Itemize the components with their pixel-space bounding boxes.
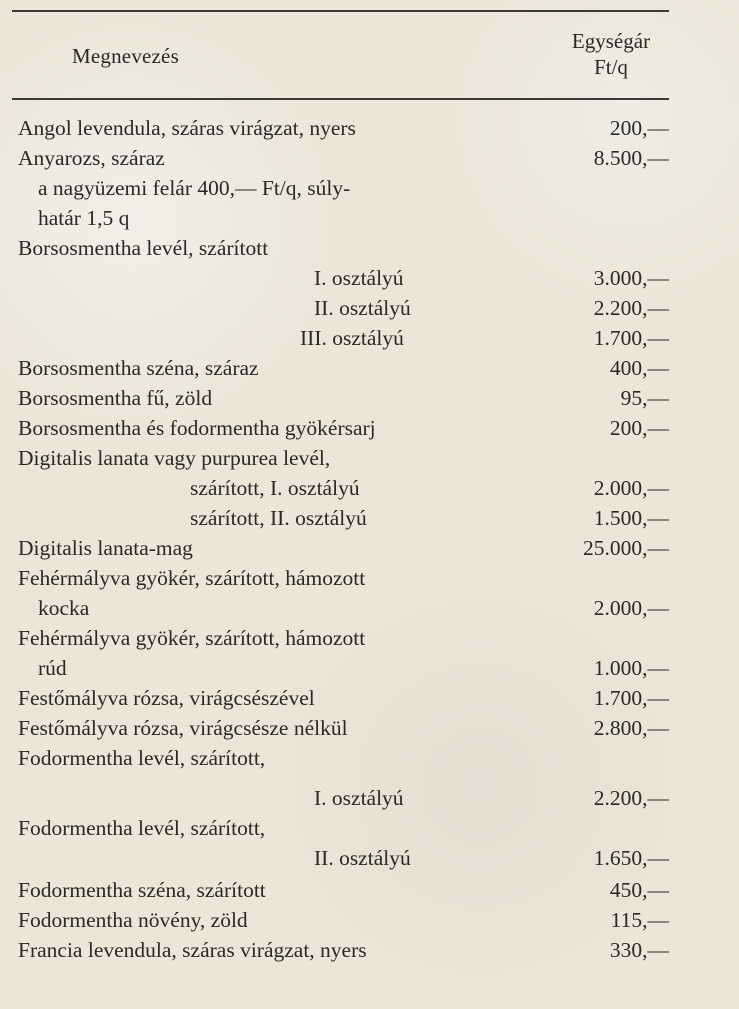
table-row	[0, 878, 739, 908]
table-row	[0, 446, 739, 476]
row-price: 2.200,—	[593, 296, 669, 320]
row-price: 3.000,—	[593, 266, 669, 290]
table-row	[0, 476, 739, 506]
row-text: szárított, I. osztályú	[190, 476, 360, 500]
row-text: Digitalis lanata vagy purpurea levél,	[18, 446, 331, 470]
row-text: szárított, II. osztályú	[190, 506, 367, 530]
row-text: kocka	[38, 596, 90, 620]
row-price: 1.650,—	[593, 846, 669, 870]
header-bottom-rule	[12, 98, 669, 100]
row-text: II. osztályú	[314, 296, 411, 320]
row-price: 25.000,—	[583, 536, 669, 560]
table-row	[0, 786, 739, 816]
row-price: 200,—	[609, 116, 669, 140]
table-row	[0, 266, 739, 296]
row-text: Fodormentha növény, zöld	[18, 908, 248, 932]
row-text: rúd	[38, 656, 67, 680]
row-text: Borsosmentha és fodormentha gyökérsarj	[18, 416, 376, 440]
row-price: 1.700,—	[593, 326, 669, 350]
table-row	[0, 656, 739, 686]
row-price: 95,—	[620, 386, 669, 410]
row-price: 400,—	[609, 356, 669, 380]
table-row	[0, 536, 739, 566]
row-price: 330,—	[609, 938, 669, 962]
row-text: Angol levendula, száras virágzat, nyers	[18, 116, 356, 140]
row-text: Fodormentha levél, szárított,	[18, 746, 266, 770]
table-row	[0, 938, 739, 968]
price-column-header	[556, 28, 666, 81]
row-text: Festőmályva rózsa, virágcsészével	[18, 686, 315, 710]
row-text: Borsosmentha széna, száraz	[18, 356, 259, 380]
table-row	[0, 326, 739, 356]
row-price: 2.800,—	[593, 716, 669, 740]
row-text: Fodormentha széna, szárított	[18, 878, 266, 902]
row-price: 200,—	[609, 416, 669, 440]
table-row	[0, 908, 739, 938]
table-row	[0, 416, 739, 446]
table-row	[0, 236, 739, 266]
table-row	[0, 176, 739, 206]
row-text: Festőmályva rózsa, virágcsésze nélkül	[18, 716, 348, 740]
table-row	[0, 686, 739, 716]
table-row	[0, 816, 739, 846]
row-text: Fehérmályva gyökér, szárított, hámozott	[18, 626, 366, 650]
row-price: 1.700,—	[593, 686, 669, 710]
row-text: Anyarozs, száraz	[18, 146, 165, 170]
row-price: 1.500,—	[593, 506, 669, 530]
name-column-header: Megnevezés	[72, 44, 179, 68]
row-text: III. osztályú	[300, 326, 404, 350]
row-text: a nagyüzemi felár 400,— Ft/q, súly-	[38, 176, 351, 200]
table-row	[0, 386, 739, 416]
row-text: Francia levendula, száras virágzat, nyers	[18, 938, 367, 962]
row-text: I. osztályú	[314, 786, 404, 810]
row-price: 450,—	[609, 878, 669, 902]
row-text: Borsosmentha fű, zöld	[18, 386, 213, 410]
row-text: Fodormentha levél, szárított,	[18, 816, 266, 840]
row-text: Digitalis lanata-mag	[18, 536, 193, 560]
row-price: 1.000,—	[593, 656, 669, 680]
table-row	[0, 846, 739, 876]
row-price: 2.200,—	[593, 786, 669, 810]
row-text: Borsosmentha levél, szárított	[18, 236, 269, 260]
table-row	[0, 356, 739, 386]
table-row	[0, 116, 739, 146]
top-rule	[12, 10, 669, 12]
row-price: 8.500,—	[593, 146, 669, 170]
table-row	[0, 716, 739, 746]
table-row	[0, 296, 739, 326]
row-text: határ 1,5 q	[38, 206, 130, 230]
row-price: 115,—	[610, 908, 669, 932]
table-row	[0, 566, 739, 596]
row-price: 2.000,—	[593, 476, 669, 500]
table-row	[0, 626, 739, 656]
price-header-line-1: Egységár	[571, 29, 651, 53]
table-row	[0, 206, 739, 236]
table-row	[0, 596, 739, 626]
price-header-line-2: Ft/q	[594, 55, 628, 80]
row-text: I. osztályú	[314, 266, 404, 290]
table-row	[0, 146, 739, 176]
row-text: II. osztályú	[314, 846, 411, 870]
table-row	[0, 746, 739, 776]
row-text: Fehérmályva gyökér, szárított, hámozott	[18, 566, 366, 590]
row-price: 2.000,—	[593, 596, 669, 620]
table-row	[0, 506, 739, 536]
